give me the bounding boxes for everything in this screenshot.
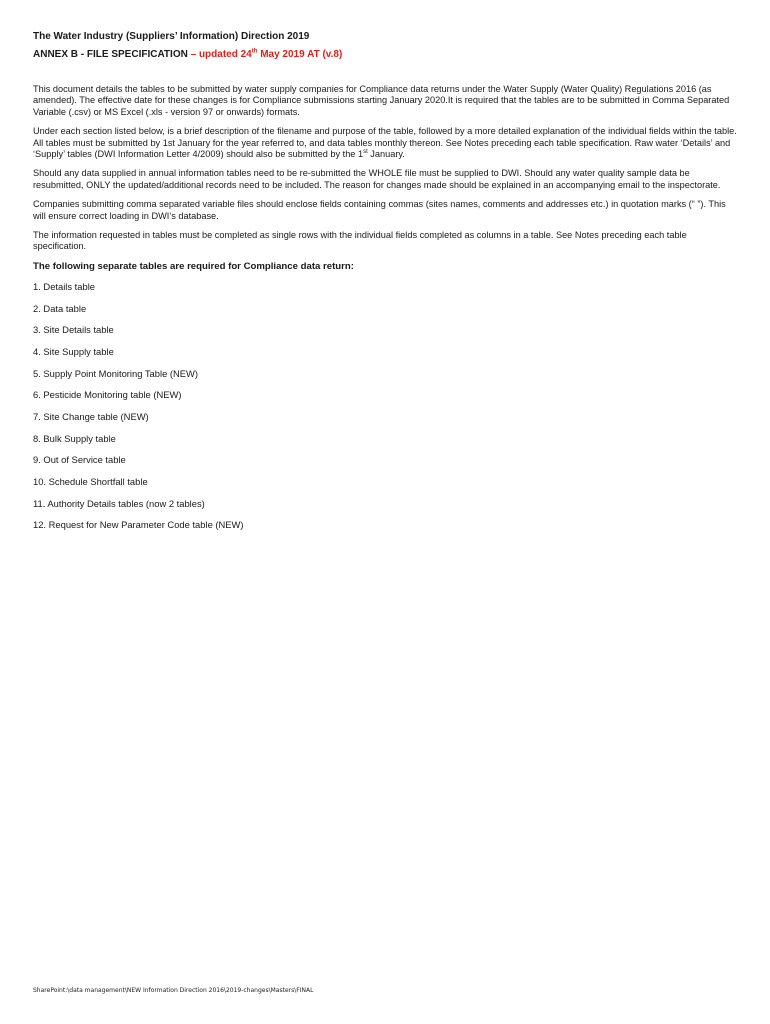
- intro-paragraph: This document details the tables to be submitted by water supply companies for Compliance data returns under the Water Supply (Water Quality) Regulations 2016 (as amended). The effective date for these changes is for Compliance submissions starting January 2020.It is required that the tables are to be submitted in Comma Separated Variable (.csv) or MS Excel (.xls - version 97 or onwards) formats.: [33, 84, 730, 117]
- sections-paragraph-end: January.: [367, 149, 405, 160]
- list-item: 10. Schedule Shortfall table: [33, 476, 148, 488]
- resubmission-paragraph: Should any data supplied in annual information tables need to be re-submitted the WHOLE file must be supplied to DWI. Should any water quality sample data be resubmitted, ONLY the updated/additional records need to be included. The reason for changes made should be explained in an accompanying email to the inspectorate.: [33, 168, 721, 190]
- rows-paragraph: The information requested in tables must be completed as single rows with the individual fields completed as columns in a table. See Notes preceding each table specification.: [33, 230, 687, 252]
- update-note-sup: th: [251, 48, 258, 55]
- list-item: 9. Out of Service table: [33, 454, 126, 466]
- sections-paragraph: [33, 126, 738, 160]
- update-note-pre: updated 24: [198, 49, 252, 60]
- annex-heading: [33, 48, 738, 61]
- list-item: 6. Pesticide Monitoring table (NEW): [33, 389, 182, 401]
- list-item: 4. Site Supply table: [33, 345, 114, 357]
- list-item: 7. Site Change table (NEW): [33, 411, 149, 422]
- annex-dash: –: [187, 49, 199, 60]
- document-title: The Water Industry (Suppliers’ Information) Direction 2019: [33, 31, 310, 42]
- document-page: [33, 30, 738, 541]
- sections-paragraph-main: Under each section listed below, is a brief description of the filename and purpose of the table, followed by a more detailed explanation of the individual fields within the table. All tables must be submitted by 1st January for the year referred to, and data tables monthly thereon. See Notes preceding each table specification. Raw water ‘Details’ and ‘Supply’ tables (DWI Information Letter 4/2009) should also be submitted by the 1: [33, 126, 737, 160]
- list-item: 12. Request for New Parameter Code table (NEW): [33, 519, 244, 531]
- csv-paragraph: Companies submitting comma separated variable files should enclose fields containing commas (sites names, comments and addresses etc.) in quotation marks (“ ”). This will ensure correct loading in DWI’s database.: [33, 199, 726, 221]
- list-item: 1. Details table: [33, 280, 96, 292]
- footer-path: SharePoint:\data management\NEW Information Direction 2016\2019-changes\Masters\FINAL: [33, 987, 314, 994]
- list-item: 11. Authority Details tables (now 2 tables): [33, 497, 205, 509]
- list-item: 3. Site Details table: [33, 324, 114, 336]
- update-note: [199, 49, 342, 60]
- update-note-post: May 2019 AT (v.8): [257, 49, 343, 60]
- list-item: 2. Data table: [33, 302, 87, 314]
- required-tables-heading: The following separate tables are required for Compliance data return:: [33, 260, 354, 272]
- sections-paragraph-sup: st: [363, 148, 368, 155]
- required-tables-list: [33, 281, 738, 541]
- annex-label: ANNEX B - FILE SPECIFICATION: [33, 49, 188, 60]
- list-item: 8. Bulk Supply table: [33, 432, 116, 444]
- list-item: 5. Supply Point Monitoring Table (NEW): [33, 367, 199, 379]
